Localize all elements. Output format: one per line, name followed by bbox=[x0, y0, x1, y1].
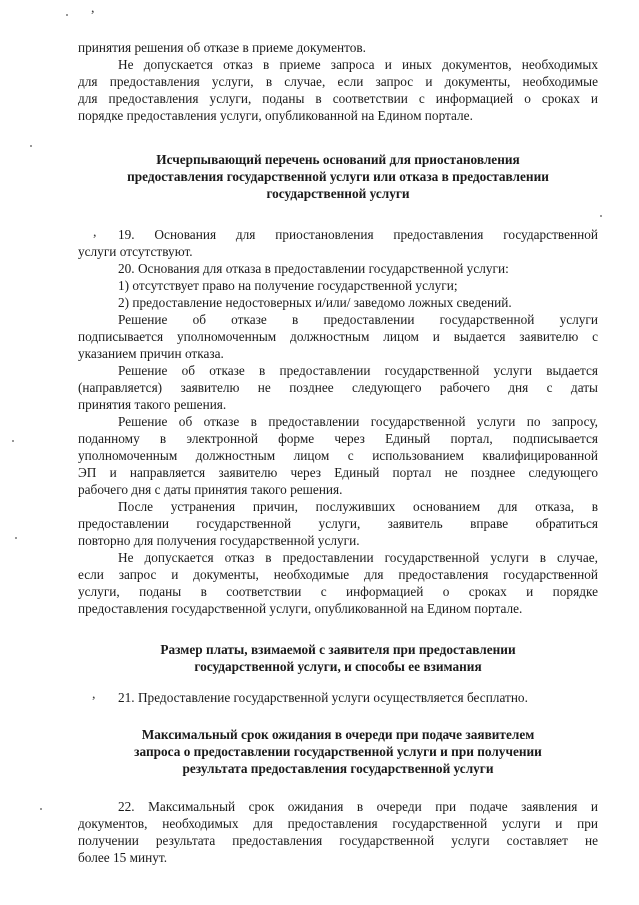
scan-dot bbox=[15, 537, 17, 539]
section-heading: Размер платы, взимаемой с заявителя при предоставлении bbox=[160, 642, 516, 657]
section-heading: Максимальный срок ожидания в очереди при подаче заявителем bbox=[141, 727, 535, 742]
text-line: Решение об отказе в предоставлении государственной услуги выдается bbox=[118, 363, 598, 378]
section-heading: результата предоставления государственной услуги bbox=[182, 761, 494, 776]
text-line: 20. Основания для отказа в предоставлении государственной услуги: bbox=[118, 261, 509, 276]
text-line: ЭП и направляется заявителю через Единый портал не позднее следующего bbox=[78, 465, 598, 480]
text-line: принятия такого решения. bbox=[78, 397, 227, 412]
text-line: указанием причин отказа. bbox=[78, 346, 224, 361]
text-line: услуги отсутствуют. bbox=[78, 244, 193, 259]
section-heading: Исчерпывающий перечень оснований для приостановления bbox=[156, 152, 520, 167]
text-line: После устранения причин, послуживших основанием для отказа, в bbox=[118, 499, 598, 514]
text-line: подписывается уполномоченным должностным лицом и выдается заявителю с bbox=[78, 329, 598, 344]
section-heading: государственной услуги, и способы ее взимания bbox=[194, 659, 482, 674]
scan-dot bbox=[40, 808, 42, 810]
text-line: получении результата предоставления государственной услуги составляет не bbox=[78, 833, 598, 848]
text-line: для предоставления услуги, поданы в соответствии с информацией о сроках и bbox=[78, 91, 598, 106]
scan-mark: , bbox=[91, 1, 95, 16]
text-line: услуги, поданы в соответствии с информацией о сроках и порядке bbox=[78, 584, 598, 599]
text-line: Не допускается отказ в предоставлении государственной услуги в случае, bbox=[118, 550, 598, 565]
text-line: 1) отсутствует право на получение государственной услуги; bbox=[118, 278, 458, 293]
scan-mark: , bbox=[93, 225, 97, 240]
text-line: принятия решения об отказе в приеме документов. bbox=[78, 40, 367, 55]
scan-dot bbox=[66, 14, 68, 16]
text-line: 22. Максимальный срок ожидания в очереди при подаче заявления и bbox=[118, 799, 598, 814]
text-line: рабочего дня с даты принятия такого решения. bbox=[78, 482, 343, 497]
text-line: 2) предоставление недостоверных и/или/ заведомо ложных сведений. bbox=[118, 295, 512, 310]
text-line: повторно для получения государственной услуги. bbox=[78, 533, 360, 548]
text-line: для предоставления услуги, в случае, если запрос и документы, необходимые bbox=[78, 74, 598, 89]
text-line: документов, необходимых для предоставления государственной услуги и при bbox=[78, 816, 598, 831]
section-heading: запроса о предоставлении государственной услуги и при получении bbox=[134, 744, 542, 759]
scan-mark: , bbox=[92, 687, 96, 702]
text-line: (направляется) заявителю не позднее следующего рабочего дня с даты bbox=[78, 380, 598, 395]
scan-dot bbox=[12, 440, 14, 442]
text-line: более 15 минут. bbox=[78, 850, 168, 865]
scan-dot bbox=[30, 145, 32, 147]
text-line: Не допускается отказ в приеме запроса и иных документов, необходимых bbox=[118, 57, 598, 72]
text-line: Решение об отказе в предоставлении государственной услуги по запросу, bbox=[118, 414, 598, 429]
section-heading: государственной услуги bbox=[266, 186, 410, 201]
section-heading: предоставления государственной услуги или отказа в предоставлении bbox=[127, 169, 549, 184]
text-line: если запрос и документы, необходимые для предоставления государственной bbox=[78, 567, 598, 582]
text-line: уполномоченным должностным лицом с использованием квалифицированной bbox=[78, 448, 598, 463]
text-line: Решение об отказе в предоставлении государственной услуги bbox=[118, 312, 598, 327]
text-line: 21. Предоставление государственной услуги осуществляется бесплатно. bbox=[118, 690, 528, 705]
text-line: предоставления государственной услуги, опубликованной на Едином портале. bbox=[78, 601, 523, 616]
text-line: порядке предоставления услуги, опубликованной на Едином портале. bbox=[78, 108, 473, 123]
text-line: предоставлении государственной услуги, заявитель вправе обратиться bbox=[78, 516, 598, 531]
scan-dot bbox=[600, 215, 602, 217]
text-line: поданному в электронной форме через Единый портал, подписывается bbox=[78, 431, 598, 446]
text-line: 19. Основания для приостановления предоставления государственной bbox=[118, 227, 598, 242]
